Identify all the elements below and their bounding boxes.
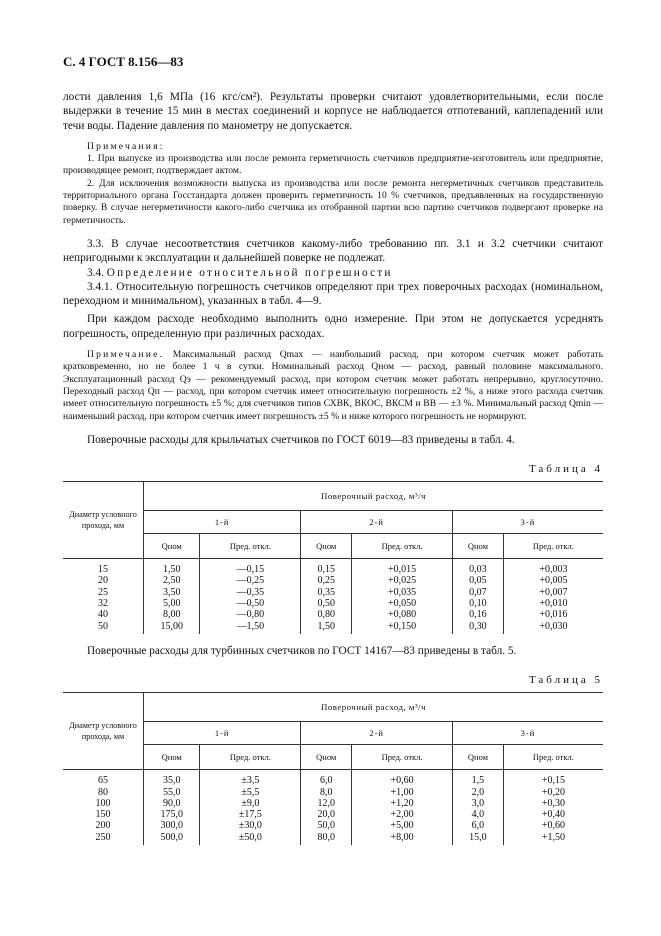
table4-cell: —0,50 — [200, 598, 301, 609]
table5-body — [63, 770, 603, 845]
table4-cell: 0,07 — [452, 587, 503, 598]
table4-cell: —0,80 — [200, 609, 301, 620]
table4-group-2: 2-й — [301, 511, 453, 534]
table5-cell: ±9,0 — [200, 798, 301, 809]
table5-cell: 175,0 — [144, 809, 200, 820]
table4-col-diameter: Диаметр условного прохода, мм — [63, 482, 144, 559]
note-3-label: Примечание. — [87, 349, 165, 361]
table5-cell: 12,0 — [301, 798, 352, 809]
table4-cell: —0,35 — [200, 587, 301, 598]
table4-cell: —0,25 — [200, 575, 301, 586]
table4-sub-dev: Пред. откл. — [200, 534, 301, 559]
heading-3-4 — [63, 266, 603, 280]
table5-sub-q: Qном — [301, 745, 352, 770]
table4-cell: 0,10 — [452, 598, 503, 609]
table5-row — [63, 798, 603, 809]
table4-cell: +0,150 — [352, 621, 453, 634]
table5-cell: 3,0 — [452, 798, 503, 809]
table5-sub-dev: Пред. откл. — [503, 745, 603, 770]
table4-sub-q: Qном — [301, 534, 352, 559]
table4-cell: 5,00 — [144, 598, 200, 609]
paragraph-each-rate: При каждом расходе необходимо выполнить одно измерение. При этом не допускается усреднять погрешность, определенную при различных расходах. — [63, 313, 603, 340]
table5-cell: 6,0 — [301, 770, 352, 787]
table4-sub-dev: Пред. откл. — [352, 534, 453, 559]
table4-cell: —0,15 — [200, 559, 301, 576]
table5-cell: 80 — [98, 786, 108, 798]
table4-cell: +0,035 — [352, 587, 453, 598]
table5-cell: 150 — [95, 809, 111, 821]
table5-col-diameter: Диаметр условного прохода, мм — [63, 693, 144, 770]
paragraph-intro: лости давления 1,6 МПа (16 кгс/см²). Результаты проверки считают удовлетворительными, если после выдержки в течение 15 мин в местах соединений и корпусе не наблюдается отпотеваний, каплепадений или течи воды. Падение давления по манометру не допускается. — [63, 91, 603, 132]
table4-cell: 0,15 — [301, 559, 352, 576]
table5-cell: +0,40 — [503, 809, 603, 820]
table4-cell: 32 — [98, 598, 108, 610]
table4-cell: 1,50 — [144, 559, 200, 576]
table4-cell: 50 — [98, 620, 108, 632]
table5-cell: +0,15 — [503, 770, 603, 787]
table4-cell: 0,25 — [301, 575, 352, 586]
table5-cell: +0,60 — [503, 820, 603, 831]
table5-cell: 55,0 — [144, 787, 200, 798]
table4-cell: +0,010 — [503, 598, 603, 609]
table4-cell: +0,003 — [503, 559, 603, 576]
table4-cell: 0,03 — [452, 559, 503, 576]
table5-cell: 100 — [95, 797, 111, 809]
table4-cell: —1,50 — [200, 621, 301, 634]
table5-cell: +1,50 — [503, 832, 603, 845]
table4-row — [63, 621, 603, 634]
table5-cell: +0,20 — [503, 787, 603, 798]
paragraph-table5-intro: Поверочные расходы для турбинных счетчиков по ГОСТ 14167—83 приведены в табл. 5. — [87, 644, 517, 657]
table5-cell: ±30,0 — [200, 820, 301, 831]
table4-cell: 2,50 — [144, 575, 200, 586]
table4-cell: +0,030 — [503, 621, 603, 634]
table5-row — [63, 832, 603, 845]
page-header: С. 4 ГОСТ 8.156—83 — [63, 54, 184, 69]
table4-sub-q: Qном — [452, 534, 503, 559]
table4-sub-dev: Пред. откл. — [503, 534, 603, 559]
note-2: 2. Для исключения возможности выпуска из производства или после ремонта негерметичных счетчиков представитель территориального органа Госстандарта должен проверить герметичность 10 % счетчиков, предъявленных на государственную поверку. В случае негерметичности какого-либо счетчика из отобранной партии всю партию счетчиков подвергают проверке на герметичность. — [63, 177, 603, 226]
table5-cell: +1,20 — [352, 798, 453, 809]
table4-cell: 15 — [98, 564, 108, 576]
table4-cell: 0,05 — [452, 575, 503, 586]
table5-cell: 35,0 — [144, 770, 200, 787]
table5-cell: 500,0 — [144, 832, 200, 845]
document-page — [63, 54, 603, 845]
table5-cell: 250 — [95, 831, 111, 843]
notes-title: Примечания: — [87, 140, 165, 152]
table4-cell: 0,50 — [301, 598, 352, 609]
table5-group-1: 1-й — [144, 722, 301, 745]
table5-row — [63, 820, 603, 831]
table4-row — [63, 598, 603, 609]
table5-group-2: 2-й — [301, 722, 453, 745]
table5 — [63, 692, 603, 845]
table5-cell: 1,5 — [452, 770, 503, 787]
table4-caption: Таблица 4 — [528, 463, 603, 476]
table4-cell: 0,16 — [452, 609, 503, 620]
table4 — [63, 481, 603, 634]
table5-cell: 15,0 — [452, 832, 503, 845]
table5-col-super: Поверочный расход, м³/ч — [144, 693, 604, 722]
table5-cell: 20,0 — [301, 809, 352, 820]
table4-col-super: Поверочный расход, м³/ч — [144, 482, 604, 511]
table4-cell: +0,007 — [503, 587, 603, 598]
table5-cell: ±17,5 — [200, 809, 301, 820]
table4-cell: 40 — [98, 609, 108, 621]
table4-cell: +0,005 — [503, 575, 603, 586]
paragraph-table4-intro: Поверочные расходы для крыльчатых счетчиков по ГОСТ 6019—83 приведены в табл. 4. — [87, 433, 515, 446]
table4-cell: 1,50 — [301, 621, 352, 634]
heading-3-4-number: 3.4. — [87, 266, 104, 279]
table4-cell: 0,35 — [301, 587, 352, 598]
table4-group-1: 1-й — [144, 511, 301, 534]
table5-cell: +1,00 — [352, 787, 453, 798]
table5-cell: 4,0 — [452, 809, 503, 820]
table5-cell: 6,0 — [452, 820, 503, 831]
table5-cell: ±50,0 — [200, 832, 301, 845]
note-1: 1. При выпуске из производства или после ремонта герметичность счетчиков предприятие-изготовитель или предприятие, производящее ремонт, подтверждает актом. — [63, 153, 603, 177]
table5-cell: +2,00 — [352, 809, 453, 820]
table5-cell: ±3,5 — [200, 770, 301, 787]
table4-cell: 3,50 — [144, 587, 200, 598]
table5-cell: 200 — [95, 820, 111, 832]
table4-group-3: 3-й — [452, 511, 603, 534]
table5-cell: 2,0 — [452, 787, 503, 798]
table5-row — [63, 809, 603, 820]
note-3-text: Максимальный расход Qmax — наибольший расход, при котором счетчик может работать кратковременно, но не более 1 ч в сутки. Номинальный расход Qном — расход, равный половине максимального. Эксплуатационный расход Qэ — рекомендуемый расход, при котором счетчик может работать непрерывно, круглосуточно. Переходный расход Qп — расход, при котором счетчик имеет относительную погрешность ±2 %, а ниже этого расхода счетчик имеет относительную погрешность ±5 %; для счетчиков типов СХВК, ВКОС, ВКСМ и ВВ — ±3 %. Минимальный расход Qmin — наименьший расход, при котором счетчик имеет погрешность ±5 % и ниже которого погрешность не нормируют. — [63, 349, 603, 422]
table4-cell: +0,015 — [352, 559, 453, 576]
table5-cell: 300,0 — [144, 820, 200, 831]
table4-cell: +0,016 — [503, 609, 603, 620]
table5-cell: +0,30 — [503, 798, 603, 809]
table5-sub-dev: Пред. откл. — [200, 745, 301, 770]
table4-cell: 8,00 — [144, 609, 200, 620]
paragraph-3-4-1: 3.4.1. Относительную погрешность счетчиков определяют при трех поверочных расходах (номинальном, переходном и минимальном), указанных в табл. 4—9. — [63, 280, 603, 308]
table5-cell: +0,60 — [352, 770, 453, 787]
table4-cell: 0,30 — [452, 621, 503, 634]
table4-row — [63, 559, 603, 576]
table5-cell: +8,00 — [352, 832, 453, 845]
note-3 — [63, 349, 603, 423]
paragraph-3-3: 3.3. В случае несоответствия счетчиков какому-либо требованию пп. 3.1 и 3.2 счетчики считают непригодными к эксплуатации и дальнейшей поверке не подлежат. — [63, 237, 603, 265]
table4-body — [63, 559, 603, 634]
table4-row — [63, 575, 603, 586]
table5-cell: 90,0 — [144, 798, 200, 809]
table4-row — [63, 587, 603, 598]
table4-cell: 25 — [98, 586, 108, 598]
table4-cell: 15,00 — [144, 621, 200, 634]
table5-cell: +5,00 — [352, 820, 453, 831]
heading-3-4-title: Определение относительной погрешности — [106, 266, 393, 279]
table4-sub-q: Qном — [144, 534, 200, 559]
table5-cell: 8,0 — [301, 787, 352, 798]
table5-row — [63, 770, 603, 787]
table5-group-3: 3-й — [452, 722, 603, 745]
table4-cell: +0,050 — [352, 598, 453, 609]
table5-sub-q: Qном — [452, 745, 503, 770]
table5-cell: 50,0 — [301, 820, 352, 831]
table4-cell: +0,025 — [352, 575, 453, 586]
table5-cell: 65 — [98, 775, 108, 787]
table5-cell: ±5,5 — [200, 787, 301, 798]
table5-row — [63, 787, 603, 798]
table5-cell: 80,0 — [301, 832, 352, 845]
table5-sub-dev: Пред. откл. — [352, 745, 453, 770]
table4-cell: 20 — [98, 575, 108, 587]
table4-cell: 0,80 — [301, 609, 352, 620]
table4-row — [63, 609, 603, 620]
table5-caption: Таблица 5 — [528, 674, 603, 687]
table5-sub-q: Qном — [144, 745, 200, 770]
table4-cell: +0,080 — [352, 609, 453, 620]
